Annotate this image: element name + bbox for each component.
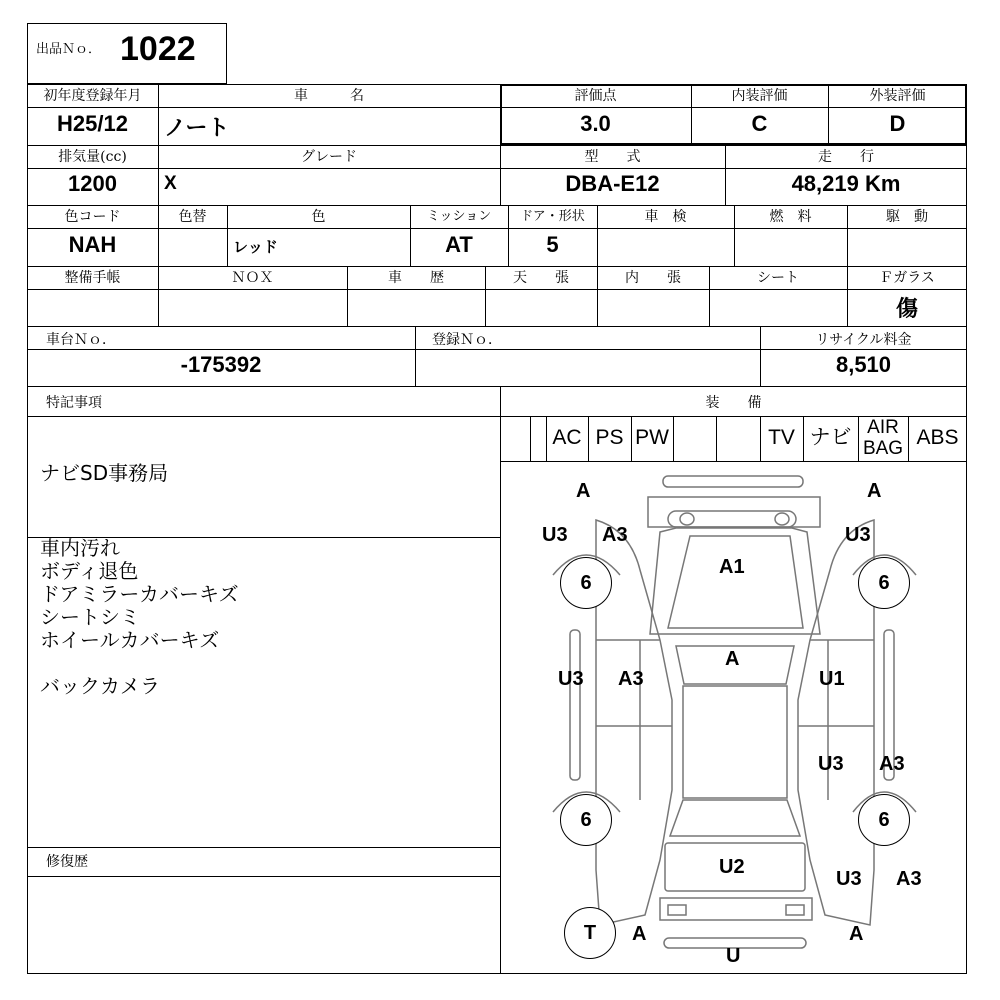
remark-item: シートシミ [40, 605, 140, 629]
dmg-door-right: U1 [819, 668, 845, 690]
car-name-value: ノート [164, 115, 230, 140]
equipment-cell: TV [768, 426, 795, 449]
equipment-cell: PW [635, 426, 669, 449]
lot-number: 1022 [120, 30, 196, 68]
equipment-cell: AIR BAG [862, 417, 904, 459]
equipment-cell: AC [552, 426, 582, 449]
dmg-fender-left-u: U3 [542, 524, 568, 546]
recycle-header: リサイクル料金 [815, 332, 912, 348]
remarks-header: 特記事項 [46, 395, 102, 411]
remark-item: バックカメラ [40, 674, 160, 698]
grade-score-value: 3.0 [580, 111, 611, 136]
dmg-rear-bumper: U [726, 945, 741, 967]
mission-header: ミッション [426, 209, 492, 224]
interior-header: 内装評価 [731, 88, 788, 104]
wheel-rear-left: 6 [560, 794, 612, 846]
dmg-rear-right: A [849, 923, 864, 945]
equipment-header: 装 備 [705, 395, 762, 411]
color-change-header: 色替 [178, 209, 207, 225]
sunroof-header: 天 張 [513, 270, 569, 286]
exterior-value: D [889, 111, 906, 136]
equipment-cell: ナビ [809, 426, 852, 449]
remarks-top: ナビSD事務局 [40, 461, 169, 485]
maintenance-header: 整備手帳 [64, 270, 121, 286]
fuel-header: 燃 料 [769, 209, 812, 225]
door-header: ドア・形状 [520, 209, 585, 224]
history-header: 車 歴 [388, 270, 444, 286]
mileage-value: 48,219 Km [791, 171, 901, 196]
lot-label: 出品Ｎｏ． [36, 42, 102, 57]
dmg-rear-left: A [632, 923, 647, 945]
dmg-quarter-right-a: A3 [879, 753, 905, 775]
repair-header: 修復歴 [46, 854, 88, 870]
remark-item: ドアミラーカバーキズ [40, 582, 239, 606]
color-header: 色 [311, 209, 326, 225]
remark-item: 車内汚れ [40, 536, 120, 560]
displacement-value: 1200 [68, 171, 117, 196]
remark-item: ホイールカバーキズ [40, 628, 220, 652]
dmg-front-left: A [576, 480, 591, 502]
color-code-header: 色コード [64, 209, 121, 225]
car-name-header: 車 名 [294, 88, 364, 104]
mileage-header: 走 行 [818, 149, 874, 165]
chassis-value: -175392 [180, 352, 262, 377]
dmg-trunk: U2 [719, 856, 745, 878]
first-reg-header: 初年度登録年月 [43, 88, 142, 104]
dmg-front-right: A [867, 480, 882, 502]
dmg-door-left-u: U3 [558, 668, 584, 690]
dmg-hood: A1 [719, 556, 745, 578]
wheel-front-right: 6 [858, 557, 910, 609]
exterior-header: 外装評価 [869, 88, 926, 104]
inner-header: 内 張 [625, 270, 681, 286]
remark-item: ボディ退色 [40, 559, 139, 583]
dmg-rear-right-u: U3 [836, 868, 862, 890]
interior-value: C [751, 111, 768, 136]
displacement-header: 排気量(cc) [58, 149, 127, 165]
dmg-quarter-right-u: U3 [818, 753, 844, 775]
fglass-value: 傷 [895, 296, 918, 321]
seat-header: シート [757, 270, 799, 286]
dmg-door-left-a: A3 [618, 668, 644, 690]
grade-score-header: 評価点 [574, 88, 617, 104]
mission-value: AT [445, 232, 473, 257]
first-reg-value: H25/12 [57, 111, 128, 136]
fglass-header: Ｆガラス [879, 270, 935, 286]
dmg-rear-right-a: A3 [896, 868, 922, 890]
chassis-header: 車台Ｎｏ． [46, 332, 116, 348]
drive-header: 駆 動 [886, 209, 928, 225]
equipment-cell: ABS [916, 426, 959, 449]
grade-header: グレード [301, 149, 357, 165]
grade-value: X [164, 173, 177, 194]
model-value: DBA-E12 [565, 171, 660, 196]
nox-header: ＮＯＸ [231, 270, 274, 286]
wheel-rear-right: 6 [858, 794, 910, 846]
door-value: 5 [546, 232, 559, 257]
inspection-header: 車 検 [644, 209, 687, 225]
wheel-front-left: 6 [560, 557, 612, 609]
dmg-fender-left-a: A3 [602, 524, 628, 546]
equipment-cell: PS [595, 426, 624, 449]
recycle-value: 8,510 [835, 352, 892, 377]
reg-no-header: 登録Ｎｏ． [432, 332, 502, 348]
dmg-roof: A [725, 648, 740, 670]
color-code-value: NAH [68, 232, 117, 257]
spare-tire: T [564, 907, 616, 959]
color-value: レッド [233, 239, 278, 256]
dmg-fender-right: U3 [845, 524, 871, 546]
model-header: 型 式 [584, 149, 641, 165]
